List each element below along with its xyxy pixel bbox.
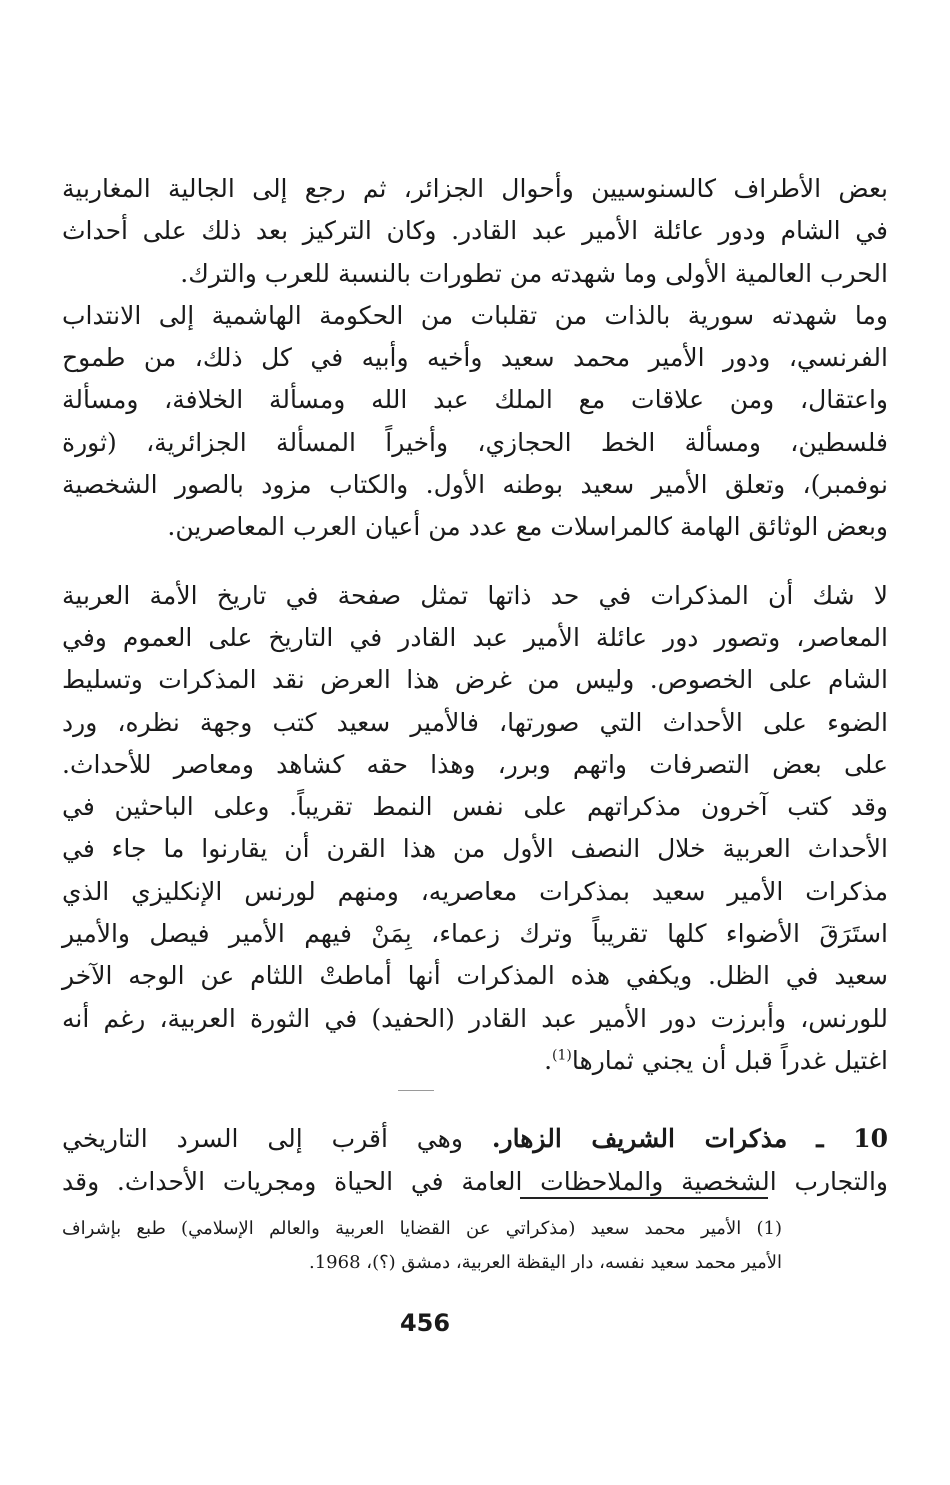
paragraph-1 — [62, 168, 888, 549]
text-line: لا شك أن المذكرات في حد ذاتها تمثل صفحة في تاريخ الأمة العربية — [62, 580, 888, 610]
text-line: وما شهدته سورية بالذات من تقلبات من الحكومة الهاشمية إلى الانتداب — [62, 300, 888, 330]
footnotes — [62, 1212, 782, 1280]
text-line: واعتقال، ومن علاقات مع الملك عبد الله ومسألة الخلافة، ومسألة — [62, 385, 888, 415]
text-line: فلسطين، ومسألة الخط الحجازي، وأخيراً المسألة الجزائرية، (ثورة — [62, 427, 888, 457]
text-line-last — [62, 1040, 888, 1082]
text-line: الفرنسي، ودور الأمير محمد سعيد وأخيه وأبيه في كل ذلك، من طموح — [62, 343, 888, 373]
text-line: الضوء على الأحداث التي صورتها، فالأمير سعيد كتب وجهة نظره، ورد — [62, 707, 888, 737]
text-line: الأحداث العربية خلال النصف الأول من هذا القرن أن يقارنوا ما جاء في — [62, 834, 888, 864]
text-line: استَرَقَ الأضواء كلها تقريباً وترك زعماء، بِمَنْ فيهم الأمير فيصل والأمير — [62, 919, 888, 949]
page-number: 456 — [399, 1309, 451, 1337]
text-line: بعض الأطراف كالسنوسيين وأحوال الجزائر، ثم رجع إلى الجالية المغاربية — [62, 174, 888, 203]
footnote-line: (1) الأمير محمد سعيد (مذكراتي عن القضايا العربية والعالم الإسلامي) طبع بإشراف — [62, 1218, 782, 1239]
paragraph-separator — [398, 1090, 434, 1091]
text-line: للورنس، وأبرزت دور الأمير عبد القادر (الحفيد) في الثورة العربية، رغم أنه — [62, 1003, 888, 1033]
text-line: وقد كتب آخرون مذكراتهم على نفس النمط تقريباً. وعلى الباحثين في — [62, 792, 888, 822]
text-line: في الشام ودور عائلة الأمير عبد القادر. وكان التركيز بعد ذلك على أحداث — [62, 216, 888, 246]
text-line: المعاصر، وتصور دور عائلة الأمير عبد القادر في التاريخ على العموم وفي — [62, 622, 888, 652]
section-10-line-1 — [62, 1118, 888, 1160]
text-line: والتجارب الشخصية والملاحظات العامة في الحياة ومجريات الأحداث. وقد — [62, 1166, 888, 1196]
page-body — [62, 168, 888, 1203]
text-line: نوفمبر)، وتعلق الأمير سعيد بوطنه الأول. والكتاب مزود بالصور الشخصية — [62, 470, 888, 500]
text-span: اغتيل غدراً قبل أن يجني ثمارها — [571, 1045, 888, 1075]
footnote-line: الأمير محمد سعيد نفسه، دار اليقظة العربية، دمشق (؟)، 1968. — [309, 1252, 782, 1273]
paragraph-2 — [62, 575, 888, 1083]
section-title: مذكرات الشريف الزهار. — [491, 1124, 788, 1154]
section-number: 10 ـ — [816, 1124, 889, 1154]
text-span: وهي أقرب إلى السرد التاريخي — [62, 1124, 463, 1154]
text-line: على بعض التصرفات واتهم وبرر، وهذا حقه كشاهد ومعاصر للأحداث. — [62, 749, 888, 779]
text-line: سعيد في الظل. ويكفي هذه المذكرات أنها أماطتْ اللثام عن الوجه الآخر — [62, 961, 888, 991]
text-period: . — [544, 1045, 553, 1075]
section-10 — [62, 1118, 888, 1203]
footnote-divider — [520, 1197, 768, 1199]
footnote-reference[interactable]: (1) — [552, 1047, 572, 1064]
text-line: وبعض الوثائق الهامة كالمراسلات مع عدد من أعيان العرب المعاصرين. — [167, 512, 888, 542]
text-line: الحرب العالمية الأولى وما شهدته من تطورات بالنسبة للعرب والترك. — [180, 258, 888, 288]
text-line: الشام على الخصوص. وليس من غرض هذا العرض نقد المذكرات وتسليط — [62, 665, 888, 695]
text-line: مذكرات الأمير سعيد بمذكرات معاصريه، ومنهم لورنس الإنكليزي الذي — [62, 876, 888, 906]
